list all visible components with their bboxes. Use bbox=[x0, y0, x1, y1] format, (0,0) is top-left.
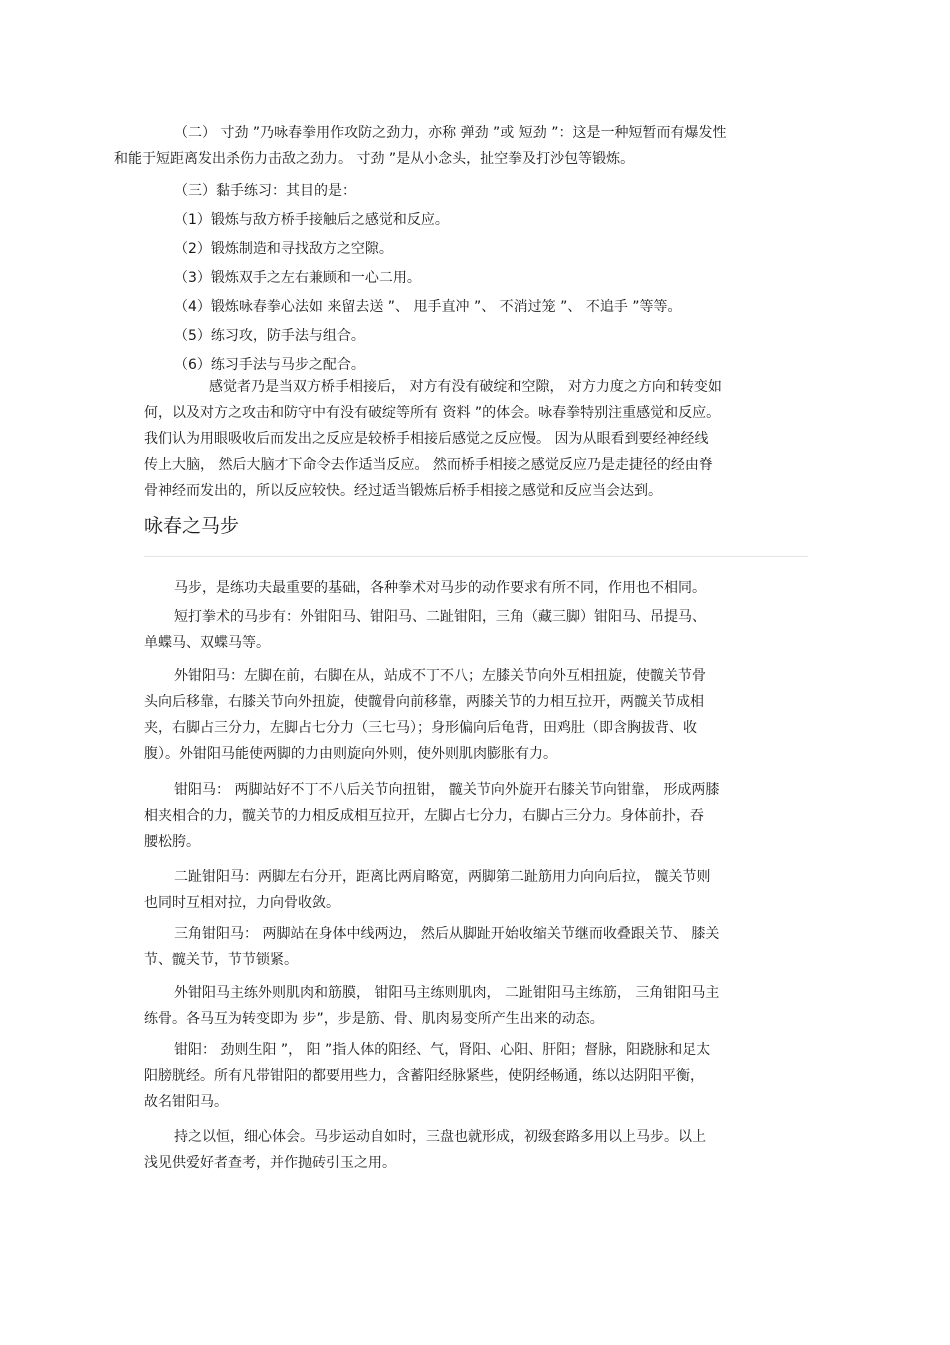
text-line: 浅见供爱好者查考，并作抛砖引玉之用。 bbox=[144, 1155, 396, 1171]
text-line: 外钳阳马主练外则肌肉和筋膜， 钳阳马主练则肌肉， 二趾钳阳马主练筋， 三角钳阳马主 bbox=[174, 985, 720, 1001]
text-line: 短打拳术的马步有：外钳阳马、钳阳马、二趾钳阳，三角（藏三脚）钳阳马、吊提马、 bbox=[174, 609, 706, 625]
text-line: 二趾钳阳马：两脚左右分开，距离比两肩略宽，两脚第二趾筋用力向向后拉， 髋关节则 bbox=[174, 869, 711, 885]
text-line: 头向后移靠，右膝关节向外扭旋，使髋骨向前移靠，两膝关节的力相互拉开，两髋关节成相 bbox=[144, 694, 704, 710]
text-line: 腹）。外钳阳马能使两脚的力由则旋向外则，使外则肌肉膨胀有力。 bbox=[144, 746, 557, 762]
paragraph bbox=[144, 980, 814, 1032]
text-line: 骨神经而发出的，所以反应较快。经过适当锻炼后桥手相接之感觉和反应当会达到。 bbox=[144, 483, 662, 499]
text-line: 练骨。各马互为转变即为 步”，步是筋、骨、肌肉易变所产生出来的动态。 bbox=[144, 1011, 604, 1027]
paragraph bbox=[144, 575, 814, 601]
list-item: （2）锻炼制造和寻找敌方之空隙。 bbox=[174, 241, 393, 257]
paragraph bbox=[144, 663, 814, 767]
text-line: 单蝶马、双蝶马等。 bbox=[144, 635, 270, 651]
text-line: 也同时互相对拉，力向骨收敛。 bbox=[144, 895, 340, 911]
list-item: （4）锻炼咏春拳心法如 来留去送 ”、 甩手直冲 ”、 不消过笼 ”、 不追手 ”等等。 bbox=[174, 299, 682, 315]
text-line: 故名钳阳马。 bbox=[144, 1094, 228, 1110]
text-line: （二） 寸劲 ”乃咏春拳用作攻防之劲力，亦称 弹劲 ”或 短劲 ”：这是一种短暂而有爆发性 bbox=[174, 125, 727, 141]
list-item: （5）练习攻，防手法与组合。 bbox=[174, 328, 365, 344]
text-line: 相夹相合的力，髋关节的力相反成相互拉开，左脚占七分力，右脚占三分力。身体前扑，吞 bbox=[144, 808, 704, 824]
text-line: 和能于短距离发出杀伤力击敌之劲力。 寸劲 ”是从小念头，扯空拳及打沙包等锻炼。 bbox=[114, 151, 635, 167]
paragraph bbox=[144, 864, 814, 916]
text-line: 夹，右脚占三分力，左脚占七分力（三七马）；身形偏向后龟背，田鸡肚（即含胸拔背、收 bbox=[144, 720, 697, 736]
text-line: 钳阳： 劲则生阳 ”， 阳 ”指人体的阳经、气，肾阳、心阳、肝阳；督脉，阳跷脉和足太 bbox=[174, 1042, 711, 1058]
text-line: 传上大脑， 然后大脑才下命令去作适当反应。 然而桥手相接之感觉反应乃是走捷径的经由脊 bbox=[144, 457, 713, 473]
text-line: 感觉者乃是当双方桥手相接后， 对方有没有破绽和空隙， 对方力度之方向和转变如 bbox=[209, 379, 722, 395]
paragraph-sticky-hands: （三）黏手练习：其目的是： bbox=[174, 183, 356, 199]
text-line: 持之以恒，细心体会。马步运动自如时，三盘也就形成，初级套路多用以上马步。以上 bbox=[174, 1129, 706, 1145]
list-item: （1）锻炼与敌方桥手接触后之感觉和反应。 bbox=[174, 212, 449, 228]
text-line: 何，以及对方之攻击和防守中有没有破绽等所有 资料 ”的体会。咏春拳特别注重感觉和反应。 bbox=[144, 405, 721, 421]
list-item: （3）锻炼双手之左右兼顾和一心二用。 bbox=[174, 270, 421, 286]
text-line: 我们认为用眼吸收后而发出之反应是较桥手相接后感觉之反应慢。 因为从眼看到要经神经线 bbox=[144, 431, 709, 447]
text-line: 阳膀胱经。所有凡带钳阳的都要用些力，含蓄阳经脉紧些，使阴经畅通，练以达阴阳平衡， bbox=[144, 1068, 704, 1084]
divider bbox=[144, 556, 808, 557]
text-line: 三角钳阳马： 两脚站在身体中线两边， 然后从脚趾开始收缩关节继而收叠跟关节、 膝关 bbox=[174, 926, 720, 942]
paragraph bbox=[144, 777, 814, 855]
text-line: 马步，是练功夫最重要的基础，各种拳术对马步的动作要求有所不同，作用也不相同。 bbox=[174, 580, 706, 596]
list-item: （6）练习手法与马步之配合。 bbox=[174, 357, 365, 373]
paragraph bbox=[144, 604, 814, 656]
text-line: 外钳阳马：左脚在前，右脚在从，站成不丁不八；左膝关节向外互相扭旋，使髋关节骨 bbox=[174, 668, 706, 684]
paragraph bbox=[144, 1037, 814, 1115]
section-heading: 咏春之马步 bbox=[144, 515, 240, 537]
paragraph bbox=[144, 1124, 814, 1176]
paragraph-short-power bbox=[114, 120, 814, 172]
paragraph bbox=[144, 921, 814, 973]
text-line: 腰松胯。 bbox=[144, 834, 200, 850]
text-line: 节、髋关节，节节锁紧。 bbox=[144, 952, 298, 968]
paragraph-feeling bbox=[144, 374, 814, 504]
text-line: 钳阳马： 两脚站好不丁不八后关节向扭钳， 髋关节向外旋开右膝关节向钳靠， 形成两膝 bbox=[174, 782, 720, 798]
